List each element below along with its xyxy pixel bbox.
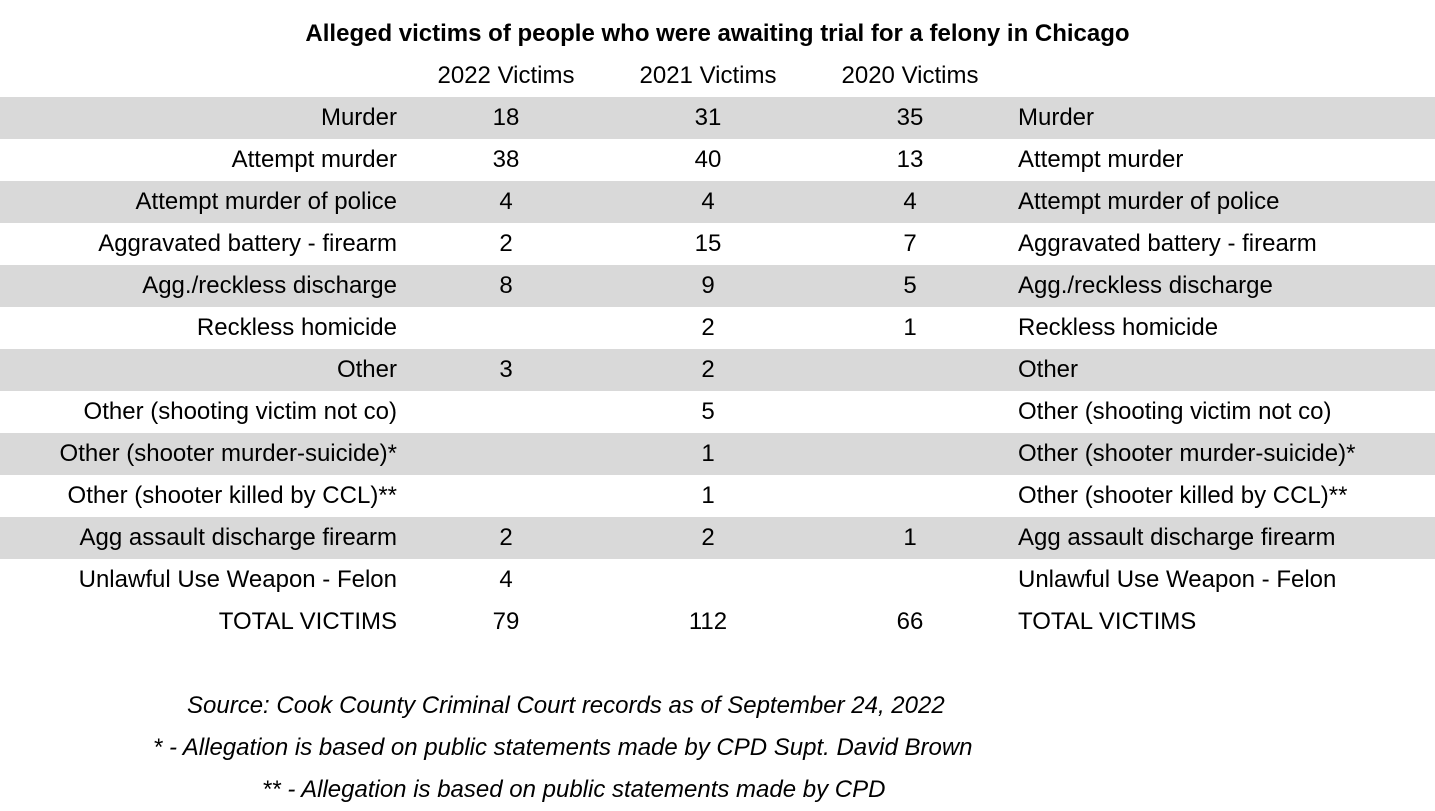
row-label-left: Reckless homicide — [196, 314, 397, 341]
row-label-right: Aggravated battery - firearm — [1018, 230, 1317, 257]
row-label-left: Attempt murder — [231, 146, 397, 173]
row-label-right: Murder — [1018, 104, 1095, 131]
row-label-right: Attempt murder — [1018, 146, 1184, 173]
value-2021 — [608, 559, 808, 601]
value-2022 — [406, 475, 606, 517]
value-2021: 15 — [694, 230, 722, 257]
row-label-right: Unlawful Use Weapon - Felon — [1018, 566, 1337, 593]
value-2020 — [810, 559, 1010, 601]
value-2021: 4 — [701, 188, 715, 215]
value-2022: 79 — [492, 608, 520, 635]
row-label-left: Unlawful Use Weapon - Felon — [78, 566, 397, 593]
value-2020: 1 — [903, 314, 917, 341]
value-2020: 66 — [896, 608, 924, 635]
value-2021: 5 — [701, 398, 715, 425]
footnote-single-asterisk: * - Allegation is based on public statements made by CPD Supt. David Brown — [153, 734, 973, 761]
row-label-right: Agg assault discharge firearm — [1018, 524, 1336, 551]
value-2020 — [810, 391, 1010, 433]
column-header-2022: 2022 Victims — [437, 62, 575, 89]
value-2021: 40 — [694, 146, 722, 173]
row-label-left: Aggravated battery - firearm — [98, 230, 397, 257]
table-row — [0, 223, 1435, 265]
row-label-left: Agg assault discharge firearm — [79, 524, 397, 551]
value-2020 — [810, 349, 1010, 391]
table-title: Alleged victims of people who were awaiting trial for a felony in Chicago — [305, 20, 1130, 47]
table-row — [0, 517, 1435, 559]
value-2021: 31 — [694, 104, 722, 131]
value-2022: 18 — [492, 104, 520, 131]
row-label-right: Other (shooter murder-suicide)* — [1018, 440, 1356, 467]
table-row — [0, 265, 1435, 307]
value-2021: 1 — [701, 440, 715, 467]
value-2020: 5 — [903, 272, 917, 299]
row-label-right: Other — [1018, 356, 1079, 383]
footnote-double-asterisk: ** - Allegation is based on public statements made by CPD — [262, 776, 886, 803]
value-2022: 8 — [499, 272, 513, 299]
value-2021: 2 — [701, 524, 715, 551]
value-2022 — [406, 433, 606, 475]
column-header-2020: 2020 Victims — [841, 62, 979, 89]
table-row — [0, 475, 1435, 517]
value-2021: 9 — [701, 272, 715, 299]
table-row — [0, 97, 1435, 139]
value-2020 — [810, 475, 1010, 517]
table-row — [0, 391, 1435, 433]
table-row — [0, 559, 1435, 601]
row-label-left: TOTAL VICTIMS — [218, 608, 397, 635]
row-label-left: Attempt murder of police — [135, 188, 397, 215]
value-2021: 1 — [701, 482, 715, 509]
row-label-left: Other (shooter killed by CCL)** — [67, 482, 397, 509]
row-label-left: Other (shooter murder-suicide)* — [59, 440, 397, 467]
row-label-right: TOTAL VICTIMS — [1018, 608, 1197, 635]
value-2021: 2 — [701, 314, 715, 341]
value-2020: 13 — [896, 146, 924, 173]
row-label-right: Attempt murder of police — [1018, 188, 1280, 215]
table-row — [0, 433, 1435, 475]
source-note: Source: Cook County Criminal Court records as of September 24, 2022 — [187, 692, 945, 719]
row-label-right: Reckless homicide — [1018, 314, 1219, 341]
row-label-left: Other (shooting victim not co) — [83, 398, 397, 425]
value-2020: 35 — [896, 104, 924, 131]
value-2021: 112 — [688, 608, 728, 635]
value-2020: 1 — [903, 524, 917, 551]
table-row — [0, 601, 1435, 643]
value-2020 — [810, 433, 1010, 475]
value-2022 — [406, 391, 606, 433]
value-2022: 4 — [499, 566, 513, 593]
value-2022: 4 — [499, 188, 513, 215]
value-2022: 3 — [499, 356, 513, 383]
row-label-left: Murder — [320, 104, 397, 131]
row-label-right: Other (shooter killed by CCL)** — [1018, 482, 1348, 509]
row-label-right: Agg./reckless discharge — [1018, 272, 1273, 299]
value-2022: 38 — [492, 146, 520, 173]
value-2021: 2 — [701, 356, 715, 383]
value-2022 — [406, 307, 606, 349]
value-2022: 2 — [499, 524, 513, 551]
row-label-right: Other (shooting victim not co) — [1018, 398, 1332, 425]
row-label-left: Agg./reckless discharge — [142, 272, 397, 299]
data-table — [0, 97, 1435, 643]
table-row — [0, 307, 1435, 349]
value-2020: 4 — [903, 188, 917, 215]
table-row — [0, 181, 1435, 223]
value-2022: 2 — [499, 230, 513, 257]
row-label-left: Other — [336, 356, 397, 383]
table-row — [0, 349, 1435, 391]
column-header-2021: 2021 Victims — [639, 62, 777, 89]
table-row — [0, 139, 1435, 181]
value-2020: 7 — [903, 230, 917, 257]
